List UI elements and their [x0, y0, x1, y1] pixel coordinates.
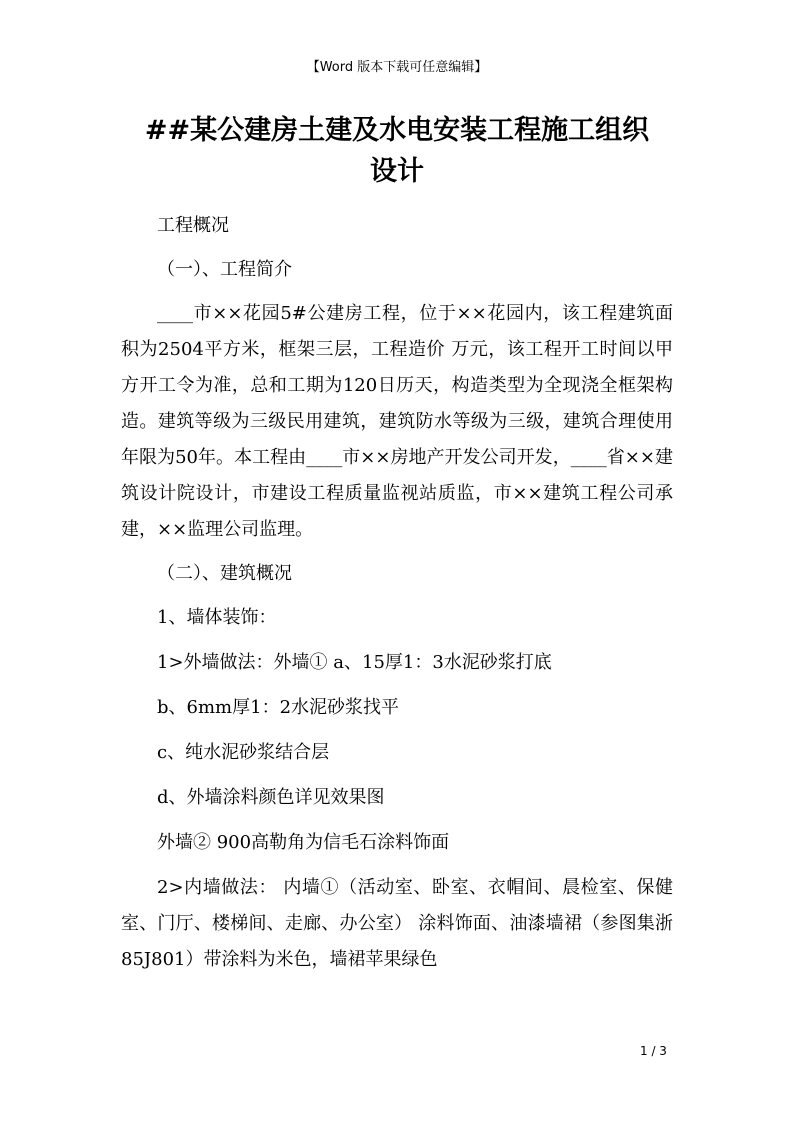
document-title	[100, 110, 694, 192]
list-item: 1、墙体装饰：	[157, 607, 277, 628]
section-heading: 工程概况	[157, 215, 229, 236]
body-paragraph: 2>内墙做法： 内墙①（活动室、卧室、衣帽间、晨检室、保健室、门厅、楼梯间、走廊、办公室） 涂料饰面、油漆墙裙（参图集浙85J801）带涂料为米色，墙裙苹果绿色	[121, 877, 673, 970]
list-item: 外墙② 900高勒角为信毛石涂料饰面	[157, 832, 450, 853]
document-body	[121, 208, 673, 986]
title-line-2: 设计	[370, 156, 424, 187]
list-item: 1>外墙做法：外墙① a、15厚1：3水泥砂浆打底	[157, 652, 552, 673]
download-note: 【Word 版本下载可任意编辑】	[306, 60, 488, 75]
list-item: d、外墙涂料颜色详见效果图	[157, 787, 385, 808]
title-line-1: ##某公建房土建及水电安装工程施工组织	[144, 115, 650, 146]
subsection-heading: （二）、建筑概况	[157, 563, 292, 584]
subsection-heading: （一）、工程简介	[157, 259, 292, 280]
page-number: 1 / 3	[640, 1044, 667, 1058]
body-paragraph: ____市××花园5#公建房工程，位于××花园内，该工程建筑面积为2504平方米，框架三层，工程造价 万元，该工程开工时间以甲方开工令为准，总和工期为120日历天，构造类型为全现浇全框架构造。建筑等级为三级民用建筑，建筑防水等级为三级，建筑合理使用年限为50年。本工程由____市××房地产开发公司开发，____省××建筑设计院设计，市建设工程质量监视站质监，市××建筑工程公司承建，××监理公司监理。	[121, 303, 673, 540]
list-item: b、6mm厚1：2水泥砂浆找平	[157, 697, 400, 718]
list-item: c、纯水泥砂浆结合层	[157, 742, 330, 763]
